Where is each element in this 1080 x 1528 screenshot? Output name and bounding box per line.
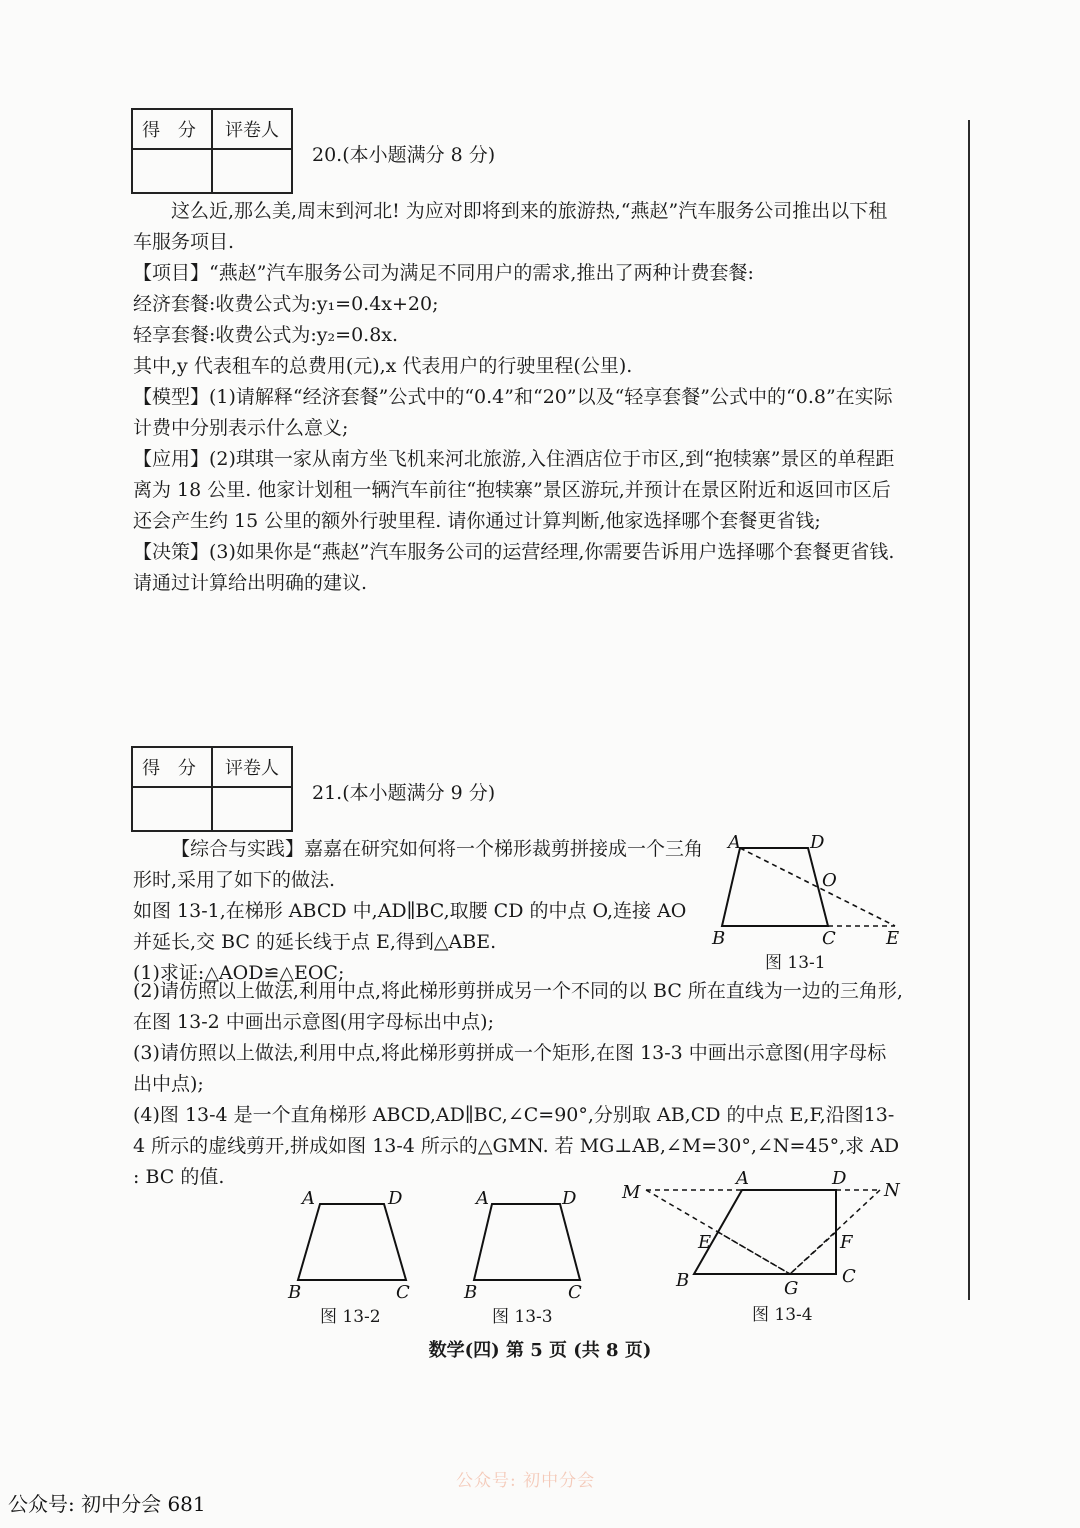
label-d: D	[388, 1188, 403, 1209]
grader-label: 评卷人	[212, 747, 292, 787]
q20-heading: 20.(本小题满分 8 分)	[312, 144, 496, 166]
trapezoid-abcd	[694, 1190, 836, 1274]
caption-13-2: 图 13-2	[320, 1307, 381, 1327]
label-b: B	[464, 1282, 478, 1303]
q21-body	[133, 976, 903, 1193]
score-table-q20	[131, 108, 293, 194]
score-cell[interactable]	[132, 149, 212, 193]
q21-intro-1: 【综合与实践】嘉嘉在研究如何将一个梯形裁剪拼接成一个三角形时,采用了如下的做法.	[133, 838, 704, 891]
q20-line-5: 其中,y 代表租车的总费用(元),x 代表用户的行驶里程(公里).	[133, 355, 633, 377]
score-cell[interactable]	[132, 787, 212, 831]
label-d: D	[810, 832, 825, 853]
label-c: C	[822, 928, 836, 949]
q21-intro-3: (1)求证:△AOD≌△EOC;	[133, 962, 345, 984]
q20-body	[133, 196, 903, 599]
watermark-center: 公众号: 初中分会	[456, 1471, 596, 1491]
label-c: C	[568, 1282, 582, 1303]
caption-13-3: 图 13-3	[492, 1307, 553, 1327]
q20-line-6: 【模型】(1)请解释“经济套餐”公式中的“0.4”和“20”以及“轻享套餐”公式中的“0.8”在实际计费中分别表示什么意义;	[133, 386, 893, 439]
figure-13-4	[618, 1166, 908, 1300]
page-footer: 数学(四) 第 5 页 (共 8 页)	[428, 1340, 652, 1361]
label-b: B	[288, 1282, 302, 1303]
label-e: E	[886, 928, 900, 949]
score-label: 得 分	[132, 747, 212, 787]
caption-13-4: 图 13-4	[752, 1305, 813, 1325]
q20-line-7: 【应用】(2)琪琪一家从南方坐飞机来河北旅游,入住酒店位于市区,到“抱犊寨”景区的单程距离为 18 公里. 他家计划租一辆汽车前往“抱犊寨”景区游玩,并预计在景区附近和返回市区后还会产生约 15 公里的额外行驶里程. 请你通过计算判断,他家选择哪个套餐更省钱;	[133, 448, 895, 532]
label-a: A	[736, 1168, 749, 1189]
label-c: C	[842, 1266, 856, 1287]
trapezoid-abcd	[474, 1204, 580, 1280]
q21-part-2: (2)请仿照以上做法,利用中点,将此梯形剪拼成另一个不同的以 BC 所在直线为一边的三角形,在图 13-2 中画出示意图(用字母标出中点);	[133, 980, 903, 1033]
figure-13-3	[460, 1180, 600, 1309]
q20-line-1: 这么近,那么美,周末到河北! 为应对即将到来的旅游热,“燕赵”汽车服务公司推出以下租车服务项目.	[133, 200, 888, 253]
q21-heading: 21.(本小题满分 9 分)	[312, 782, 496, 804]
trapezoid-abcd	[722, 848, 828, 926]
grader-cell[interactable]	[212, 149, 292, 193]
label-b: B	[712, 928, 726, 949]
line-fg	[790, 1232, 836, 1274]
score-label: 得 分	[132, 109, 212, 149]
q20-line-2: 【项目】“燕赵”汽车服务公司为满足不同用户的需求,推出了两种计费套餐:	[133, 262, 754, 284]
caption-13-1: 图 13-1	[765, 953, 826, 973]
q21-part-3: (3)请仿照以上做法,利用中点,将此梯形剪拼成一个矩形,在图 13-3 中画出示意图(用字母标出中点);	[133, 1042, 887, 1095]
label-o: O	[822, 870, 837, 891]
grader-label: 评卷人	[212, 109, 292, 149]
q21-intro	[133, 834, 703, 989]
grader-cell[interactable]	[212, 787, 292, 831]
q21-intro-2: 如图 13-1,在梯形 ABCD 中,AD∥BC,取腰 CD 的中点 O,连接 AO 并延长,交 BC 的延长线于点 E,得到△ABE.	[133, 900, 687, 953]
label-a: A	[302, 1188, 315, 1209]
label-f: F	[840, 1232, 853, 1253]
score-table-q21	[131, 746, 293, 832]
label-d: D	[562, 1188, 577, 1209]
trapezoid-abcd	[298, 1204, 406, 1280]
q20-line-3: 经济套餐:收费公式为:y₁=0.4x+20;	[133, 293, 439, 315]
watermark-left: 公众号: 初中分会 681	[8, 1492, 206, 1516]
margin-rule	[968, 120, 970, 1300]
figure-13-2	[282, 1180, 432, 1309]
q20-line-8: 【决策】(3)如果你是“燕赵”汽车服务公司的运营经理,你需要告诉用户选择哪个套餐更省钱. 请通过计算给出明确的建议.	[133, 541, 895, 594]
label-a: A	[476, 1188, 489, 1209]
q21-part-4: (4)图 13-4 是一个直角梯形 ABCD,AD∥BC,∠C=90°,分别取 AB,CD 的中点 E,F,沿图13-4 所示的虚线剪开,拼成如图 13-4 所示的△GMN. 若 MG⊥AB,∠M=30°,∠N=45°,求 AD : BC 的值.	[133, 1104, 900, 1188]
label-m: M	[622, 1182, 641, 1203]
label-e: E	[698, 1232, 712, 1253]
q20-line-4: 轻享套餐:收费公式为:y₂=0.8x.	[133, 324, 399, 346]
label-g: G	[784, 1278, 799, 1296]
label-c: C	[396, 1282, 410, 1303]
label-b: B	[676, 1270, 690, 1291]
label-d: D	[832, 1168, 847, 1189]
label-n: N	[884, 1180, 900, 1201]
figure-13-1	[700, 828, 920, 957]
label-a: A	[728, 832, 741, 853]
